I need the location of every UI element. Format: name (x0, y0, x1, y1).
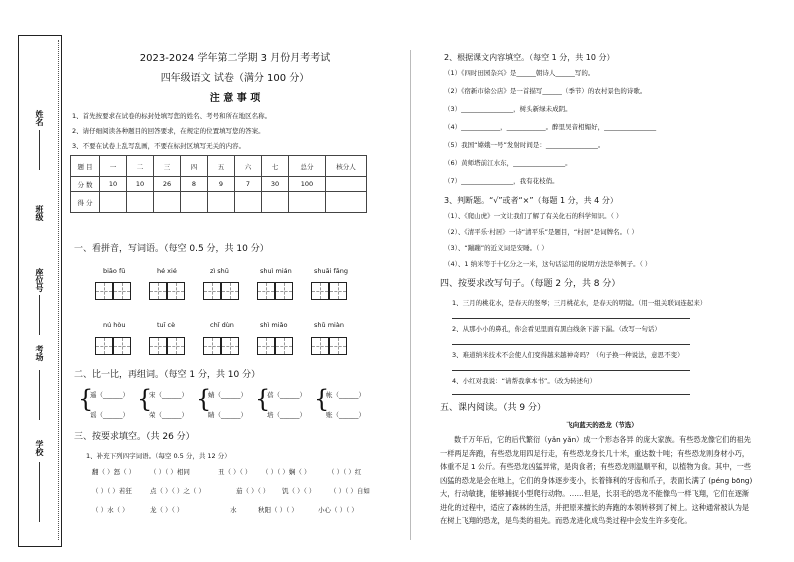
notice-2: 2、请仔细阅读各种题目的回答要求，在规定的位置填写您的答案。 (72, 127, 265, 135)
q2-item[interactable]: （2）《宿新市徐公店》是一首描写______（季节）的农村景色的诗歌。 (444, 87, 647, 95)
room-label: 考场 (35, 345, 44, 361)
passage-text: 数千万年后，它的后代繁衍（yǎn yǎn）成一个形态各异 的庞大家族。有些恐龙像它们的祖先一样两足奔跑，有些恐龙用四足行走，有些恐龙身长几十米，重达数十吨；有些恐龙则身材小巧，体重不足 1 公斤。有些恐龙凶猛异常，是肉食者；有些恐龙则温顺平和，以植物为食。其中，一些凶猛的恐龙是会在地上，它们的身体逐步变小，长着锋利的牙齿和爪子，表面长满了 (péng bōng) 大，行动敏捷，能够捕捉小型爬行动物。……但是，长羽毛的恐龙不能像鸟一样飞翔，它们在逐渐进化的过程中，适应了森林的生活，并把原来擅长的奔跑的本领转移到了树上。这种通常被认为是在树上飞翔的恐龙，是鸟类的祖先。而恐龙进化成鸟类过程中会发生许多变化。 (440, 435, 753, 525)
table-header: 三 (154, 156, 181, 177)
writing-box[interactable] (221, 282, 239, 300)
score-input-cell[interactable] (154, 192, 181, 213)
idiom[interactable]: 丑（ ）（ ） (218, 468, 252, 476)
section1-title: 一、看拼音，写词语。（每空 0.5 分，共 10 分） (74, 244, 269, 254)
writing-box[interactable] (329, 337, 347, 355)
writing-box[interactable] (221, 337, 239, 355)
exam-subtitle: 四年级语文 试卷（满分 100 分） (160, 73, 310, 84)
answer-line[interactable] (452, 394, 690, 395)
pinyin: shuì mián (260, 267, 292, 275)
seat-line (39, 295, 40, 335)
pinyin: shì miǎo (260, 321, 288, 329)
writing-box[interactable] (113, 282, 131, 300)
score-input-cell[interactable] (127, 192, 154, 213)
table-cell: 10 (127, 177, 154, 192)
writing-box[interactable] (149, 337, 167, 355)
table-cell: 9 (208, 177, 235, 192)
writing-box[interactable] (95, 337, 113, 355)
q2-item[interactable]: （1）《四时田园杂兴》是______朝诗人______写的。 (444, 69, 595, 77)
table-header: 七 (262, 156, 289, 177)
section5-title: 五、课内阅读。（共 9 分） (440, 403, 546, 413)
writing-box[interactable] (311, 282, 329, 300)
writing-box[interactable] (275, 282, 293, 300)
idiom[interactable]: 水 (230, 506, 237, 514)
compare-word[interactable]: 培（______） (267, 411, 306, 419)
brace: { (137, 385, 153, 413)
score-input-cell[interactable] (289, 192, 326, 213)
q3-item[interactable]: （3）、“蹦蹦”的近义词是安睡。（ ） (444, 244, 548, 252)
pinyin: biāo fū (103, 267, 126, 275)
s4-item: 2、从那小小的鼻孔，你会看见里面有黑白线条下游下漏。（改写一句话） (452, 325, 661, 333)
score-input-cell[interactable] (235, 192, 262, 213)
table-cell: 26 (154, 177, 181, 192)
pinyin: zì shū (210, 267, 229, 275)
writing-box[interactable] (257, 337, 275, 355)
passage-title: 飞向蓝天的恐龙（节选） (566, 421, 638, 429)
writing-box[interactable] (203, 282, 221, 300)
brace: { (255, 385, 271, 413)
writing-box[interactable] (329, 282, 347, 300)
section2-title: 二、比一比，再组词。（每空 1 分，共 10 分） (74, 370, 261, 380)
name-label: 姓名 (35, 110, 44, 126)
table-header: 题 目 (71, 156, 100, 177)
table-cell: 分 数 (71, 177, 100, 192)
pinyin: nú hòu (103, 321, 126, 329)
writing-box[interactable] (167, 337, 185, 355)
q2-item[interactable]: （4）____________，____________。醉里吴音相媚好，________________ (444, 123, 657, 131)
school-line (39, 462, 40, 522)
compare-word[interactable]: 荣（______） (149, 411, 188, 419)
table-cell: 10 (100, 177, 127, 192)
q1-title: 1、补充下列四字词语。（每空 0.5 分，共 12 分） (86, 452, 231, 460)
seat-label: 座位号 (35, 268, 44, 292)
table-header: 一 (100, 156, 127, 177)
pinyin: shǔ miàn (314, 321, 344, 329)
writing-box[interactable] (113, 337, 131, 355)
compare-word[interactable]: 蜻（______） (208, 391, 247, 399)
table-cell: 7 (235, 177, 262, 192)
section3-title: 三、按要求填空。（共 26 分） (74, 432, 195, 442)
idiom[interactable]: 点（ ）（ ）之（ ） (150, 487, 205, 495)
answer-line[interactable] (452, 344, 690, 345)
compare-word[interactable]: 蓓（______） (267, 391, 306, 399)
table-header: 总分 (289, 156, 326, 177)
idiom[interactable]: 龙（ ）（ ） (150, 506, 184, 514)
table-header: 二 (127, 156, 154, 177)
idiom[interactable]: （ ）（ ）红 (328, 468, 362, 476)
binding-dotted-line (58, 40, 59, 540)
idiom[interactable]: （ ）（ ）若狂 (92, 487, 132, 495)
s4-item: 1、三月的桃花水，是春天的竖琴；三月桃花水，是春天的明镜。（用一组关联词连起来） (452, 299, 707, 307)
idiom[interactable]: （ ）水（ ） (92, 506, 129, 514)
score-input-cell[interactable] (181, 192, 208, 213)
writing-box[interactable] (311, 337, 329, 355)
q2-title: 2、根据课文内容填空。（每空 1 分，共 10 分） (444, 53, 615, 62)
brace: { (314, 385, 330, 413)
idiom[interactable]: 茄（ ）（ ） (236, 487, 270, 495)
q3-title: 3、判断题。“√”或者“×”（每题 1 分，共 4 分） (444, 196, 618, 205)
score-input-cell[interactable] (100, 192, 127, 213)
compare-word[interactable]: 遥（______） (90, 391, 129, 399)
pinyin: tuī cè (157, 321, 176, 329)
pinyin: shuāi fāng (314, 267, 348, 275)
q2-item[interactable]: （7）________________，我有花枝俏。 (444, 177, 559, 185)
exam-title: 2023-2024 学年第二学期 3 月份月考考试 (139, 53, 331, 64)
notice-3: 3、不要在试卷上乱写乱画，不要在标封区填写无关的内容。 (72, 142, 246, 150)
pinyin: hé xié (157, 267, 177, 275)
writing-box[interactable] (167, 282, 185, 300)
room-line (39, 370, 40, 420)
notice-1: 1、首先按要求在试卷的标封处填写您的姓名、考号和所在地区名称。 (72, 112, 272, 120)
compare-word[interactable]: 帐（______） (326, 391, 365, 399)
compare-word[interactable]: 账（______） (326, 411, 365, 419)
section4-title: 四、按要求改写句子。（每题 2 分，共 8 分） (440, 279, 621, 289)
table-cell: 100 (289, 177, 326, 192)
q3-item[interactable]: （4）、1 纳米等于十亿分之一米，这句话运用的说明方法是举例子。（ ） (444, 260, 652, 268)
writing-box[interactable] (95, 282, 113, 300)
table-cell: 8 (181, 177, 208, 192)
score-table (70, 155, 367, 213)
q2-item[interactable]: （5）我国“嫦娥一号”发射时间是：________________。 (444, 141, 605, 149)
compare-word[interactable]: 谣（______） (90, 411, 129, 419)
notice-title: 注 意 事 项 (209, 93, 261, 104)
writing-box[interactable] (257, 282, 275, 300)
answer-line[interactable] (452, 318, 690, 319)
idiom[interactable]: （ ）（ ）娴（ ） (262, 468, 311, 476)
answer-line[interactable] (452, 370, 690, 371)
table-header: 核分人 (326, 156, 367, 177)
column-divider (410, 50, 411, 540)
q3-item[interactable]: （1）、《爬山虎》一文让我们了解了有关化石的科学知识。（ ） (444, 212, 623, 220)
s4-item: 3、难道纳米技术不会使人们变得越来越神奇吗？（句子换一种说法，意思不变） (452, 351, 684, 359)
pinyin: chǐ dùn (210, 321, 234, 329)
compare-word[interactable]: 睛（______） (208, 411, 247, 419)
q3-item[interactable]: （2）、《清平乐·村居》一诗“清平乐”是题目，“村居”是词牌名。（ ） (444, 228, 638, 236)
writing-box[interactable] (275, 337, 293, 355)
idiom[interactable]: 饥（ ）（ ） (282, 487, 316, 495)
table-header: 六 (235, 156, 262, 177)
score-input-cell[interactable] (326, 192, 367, 213)
s4-item: 4、小红对我说：“请帮我拿本书”。（改为转述句） (452, 377, 597, 385)
score-input-cell[interactable] (262, 192, 289, 213)
idiom[interactable]: 小心（ ）（ ） (318, 506, 358, 514)
class-label: 班级 (35, 205, 44, 221)
table-cell: 得 分 (71, 192, 100, 213)
table-header: 四 (181, 156, 208, 177)
writing-box[interactable] (149, 282, 167, 300)
idiom[interactable]: 翻（ ）怒（ ） (92, 468, 136, 476)
q2-item[interactable]: （6）黄师塔前江水东，________________。 (444, 159, 572, 167)
name-line (39, 130, 40, 170)
idiom[interactable]: （ ）（ ）自如 (330, 487, 370, 495)
idiom[interactable]: 秋阳（ ）（ ） (258, 506, 298, 514)
brace: { (196, 385, 212, 413)
table-header: 五 (208, 156, 235, 177)
brace: { (78, 385, 94, 413)
table-cell (326, 177, 367, 192)
compare-word[interactable]: 宋（______） (149, 391, 188, 399)
table-cell: 30 (262, 177, 289, 192)
idiom[interactable]: （ ）（ ）相同 (150, 468, 190, 476)
school-label: 学校 (35, 440, 44, 456)
writing-box[interactable] (203, 337, 221, 355)
q2-item[interactable]: （3）________________，树头新绿未成阴。 (444, 105, 572, 113)
score-input-cell[interactable] (208, 192, 235, 213)
